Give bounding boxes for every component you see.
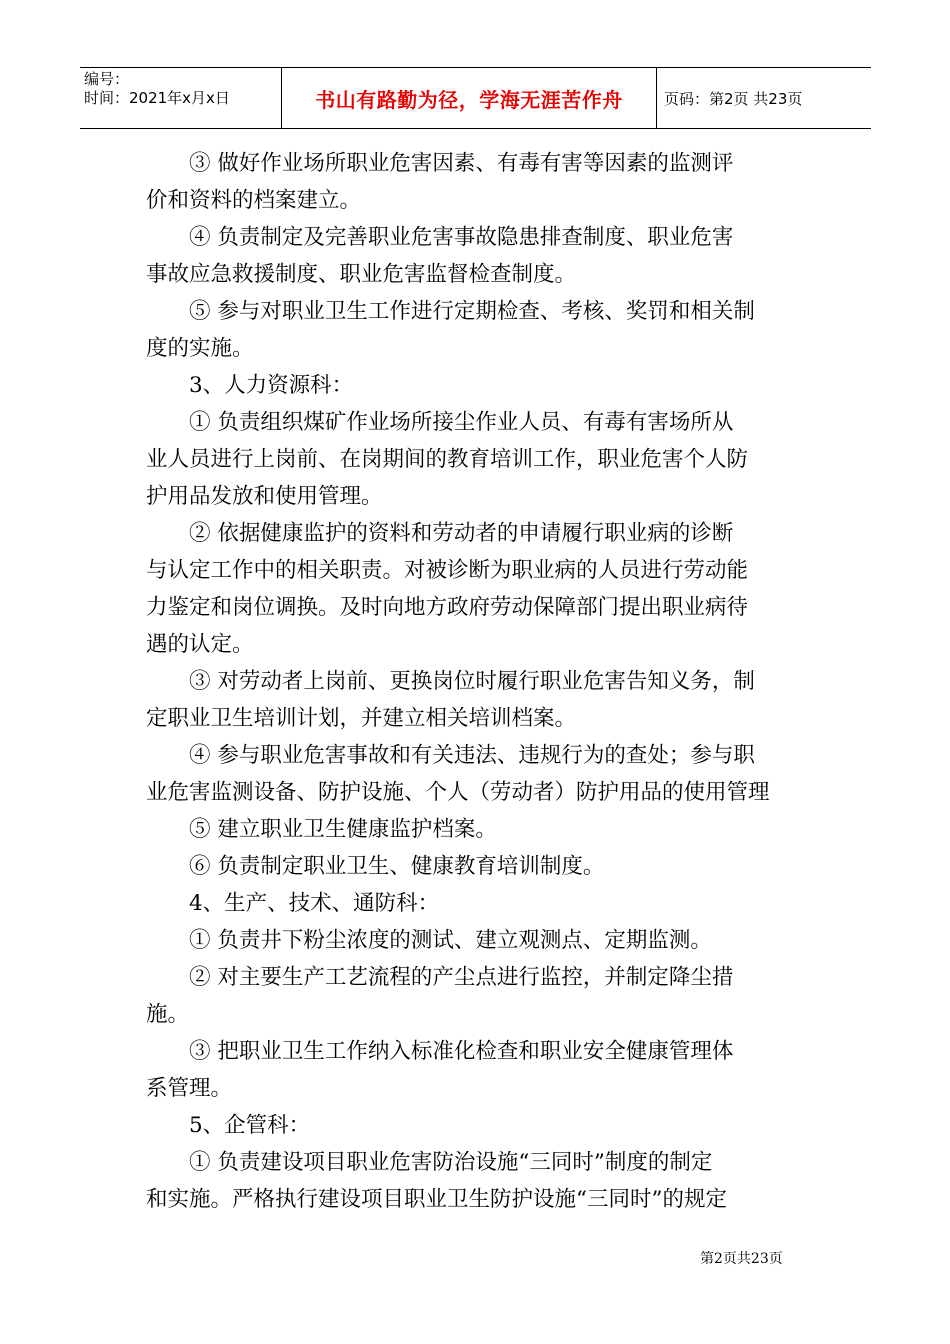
- body-line: ④ 负责制定及完善职业危害事故隐患排查制度、职业危害: [189, 225, 734, 250]
- body-line: 5、企管科：: [189, 1113, 311, 1138]
- footer-page-number: 第2页共23页: [700, 1251, 783, 1267]
- body-line: ③ 做好作业场所职业危害因素、有毒有害等因素的监测评: [189, 151, 734, 176]
- body-line: 事故应急救援制度、职业危害监督检查制度。: [146, 262, 577, 287]
- body-line: 护用品发放和使用管理。: [146, 484, 383, 509]
- body-line: ② 对主要生产工艺流程的产尘点进行监控，并制定降尘措: [189, 965, 734, 990]
- body-line: 度的实施。: [146, 336, 254, 361]
- body-line: 施。: [146, 1002, 190, 1027]
- body-line: ① 负责井下粉尘浓度的测试、建立观测点、定期监测。: [189, 928, 712, 953]
- body-line: 3、人力资源科：: [189, 373, 354, 398]
- document-number: 编号：: [84, 70, 130, 88]
- body-line: ⑤ 参与对职业卫生工作进行定期检查、考核、奖罚和相关制: [189, 299, 755, 324]
- body-line: ① 负责组织煤矿作业场所接尘作业人员、有毒有害场所从: [189, 410, 734, 435]
- body-line: 遇的认定。: [146, 632, 254, 657]
- header-motto: 书山有路勤为径，学海无涯苦作舟: [315, 87, 623, 112]
- body-line: ③ 对劳动者上岗前、更换岗位时履行职业危害告知义务，制: [189, 669, 755, 694]
- body-line: ⑥ 负责制定职业卫生、健康教育培训制度。: [189, 854, 605, 879]
- header-page-info: 页码：第2页 共23页: [664, 89, 803, 108]
- body-line: 业危害监测设备、防护设施、个人（劳动者）防护用品的使用管理: [146, 780, 770, 805]
- body-line: ① 负责建设项目职业危害防治设施“三同时”制度的制定: [189, 1150, 713, 1175]
- header-meta: [84, 70, 280, 108]
- body-line: ② 依据健康监护的资料和劳动者的申请履行职业病的诊断: [189, 521, 734, 546]
- body-line: 力鉴定和岗位调换。及时向地方政府劳动保障部门提出职业病待: [146, 595, 749, 620]
- document-date: 时间：2021年x月x日: [84, 89, 230, 107]
- body-line: 定职业卫生培训计划，并建立相关培训档案。: [146, 706, 577, 731]
- body-line: 系管理。: [146, 1076, 233, 1101]
- document-body: [146, 145, 808, 1218]
- body-line: ④ 参与职业危害事故和有关违法、违规行为的查处；参与职: [189, 743, 755, 768]
- body-line: 与认定工作中的相关职责。对被诊断为职业病的人员进行劳动能: [146, 558, 749, 583]
- body-line: ⑤ 建立职业卫生健康监护档案。: [189, 817, 497, 842]
- body-line: 和实施。严格执行建设项目职业卫生防护设施“三同时”的规定: [146, 1187, 727, 1212]
- body-line: ③ 把职业卫生工作纳入标准化检查和职业安全健康管理体: [189, 1039, 734, 1064]
- header-divider-right: [656, 67, 657, 129]
- body-line: 4、生产、技术、通防科：: [189, 891, 440, 916]
- body-line: 业人员进行上岗前、在岗期间的教育培训工作，职业危害个人防: [146, 447, 749, 472]
- body-line: 价和资料的档案建立。: [146, 188, 362, 213]
- header-divider-left: [281, 67, 282, 129]
